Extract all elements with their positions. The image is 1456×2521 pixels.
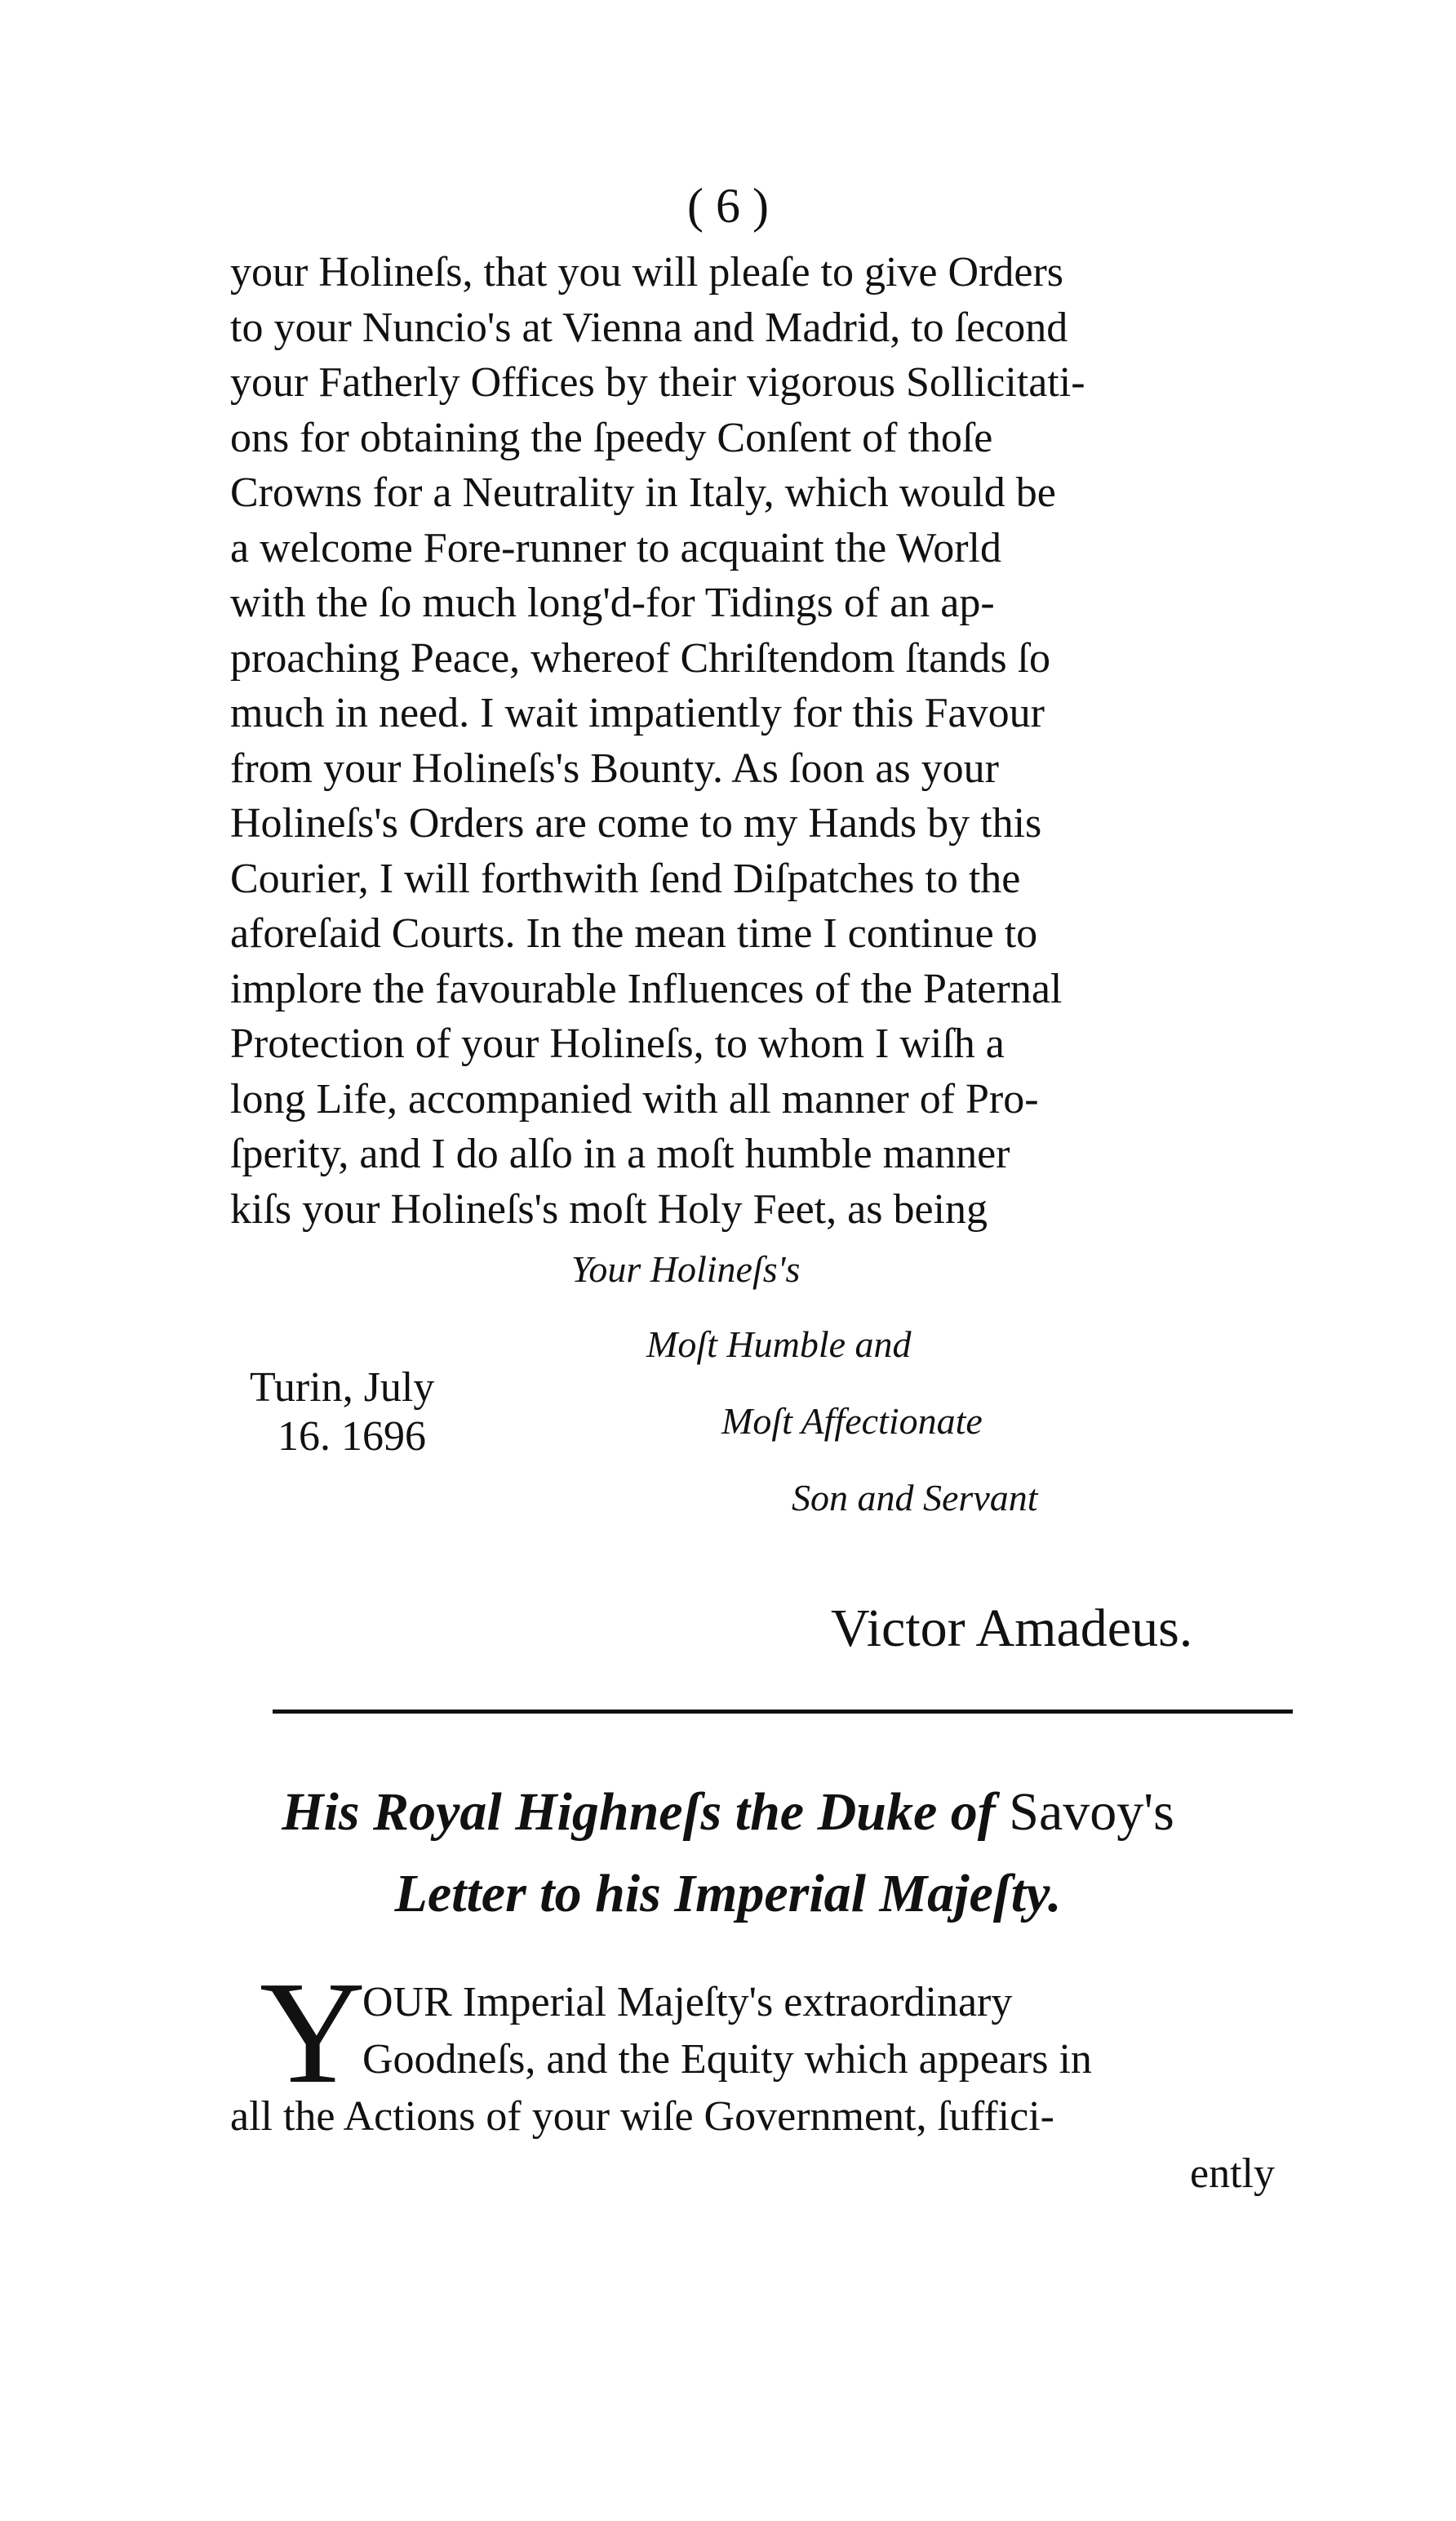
closing-line-3: Moſt Affectionate <box>721 1400 983 1442</box>
section-heading-line-2: Letter to his Imperial Majeſty. <box>394 1864 1062 1923</box>
body-line: proaching Peace, whereof Chriſtendom ſtands ſo <box>230 634 1051 682</box>
place-date <box>250 1363 434 1461</box>
body-line: to your Nuncio's at Vienna and Madrid, to ſecond <box>230 304 1068 351</box>
body-line: your Holineſs, that you will pleaſe to give Orders <box>230 249 1064 296</box>
closing-line-4: Son and Servant <box>792 1477 1038 1518</box>
letter-body <box>230 245 1291 1237</box>
page-number: ( 6 ) <box>687 179 769 233</box>
catchword: ently <box>1190 2150 1275 2197</box>
body-line: Courier, I will forthwith ſend Diſpatches to the <box>230 855 1021 902</box>
body-line: ons for obtaining the ſpeedy Conſent of thoſe <box>230 414 993 461</box>
body-line: from your Holineſs's Bounty. As ſoon as your <box>230 745 999 792</box>
body-line: kiſs your Holineſs's moſt Holy Feet, as being <box>230 1185 988 1233</box>
heading-text: His Royal Highneſs the Duke of <box>282 1782 996 1842</box>
body-line: Crowns for a Neutrality in Italy, which would be <box>230 469 1056 516</box>
place-date-line-2: 16. 1696 <box>277 1413 426 1460</box>
body-line: aforeſaid Courts. In the mean time I continue to <box>230 910 1038 957</box>
second-letter-line: OUR Imperial Majeſty's extraordinary <box>362 1979 1013 2025</box>
body-line: with the ſo much long'd-for Tidings of an ap- <box>230 580 995 626</box>
body-line: Holineſs's Orders are come to my Hands by this <box>230 800 1042 847</box>
closing-line-2: Moſt Humble and <box>646 1323 912 1365</box>
body-line: long Life, accompanied with all manner of Pro- <box>230 1075 1039 1123</box>
closing-line-1: Your Holineſs's <box>571 1248 801 1290</box>
body-line: your Fatherly Offices by their vigorous Sollicitati- <box>230 359 1085 406</box>
body-line: implore the favourable Influences of the Paternal <box>230 965 1063 1012</box>
signature: Victor Amadeus. <box>831 1598 1193 1658</box>
heading-place-name: Savoy's <box>1009 1782 1174 1842</box>
body-line: ſperity, and I do alſo in a moſt humble manner <box>230 1131 1010 1177</box>
second-letter-line: all the Actions of your wiſe Government, ſuffici- <box>230 2093 1054 2140</box>
body-line: a welcome Fore-runner to acquaint the World <box>230 524 1001 571</box>
second-letter-text <box>230 1974 1291 2203</box>
drop-cap: Y <box>260 1951 366 2114</box>
body-line: much in need. I wait impatiently for this Favour <box>230 690 1045 736</box>
section-heading-line-1 <box>0 1780 1456 1845</box>
second-letter-line: Goodneſs, and the Equity which appears in <box>362 2036 1092 2083</box>
section-divider <box>273 1710 1293 1714</box>
place-date-line-1: Turin, July <box>250 1364 435 1411</box>
body-line: Protection of your Holineſs, to whom I wiſh a <box>230 1020 1005 1067</box>
